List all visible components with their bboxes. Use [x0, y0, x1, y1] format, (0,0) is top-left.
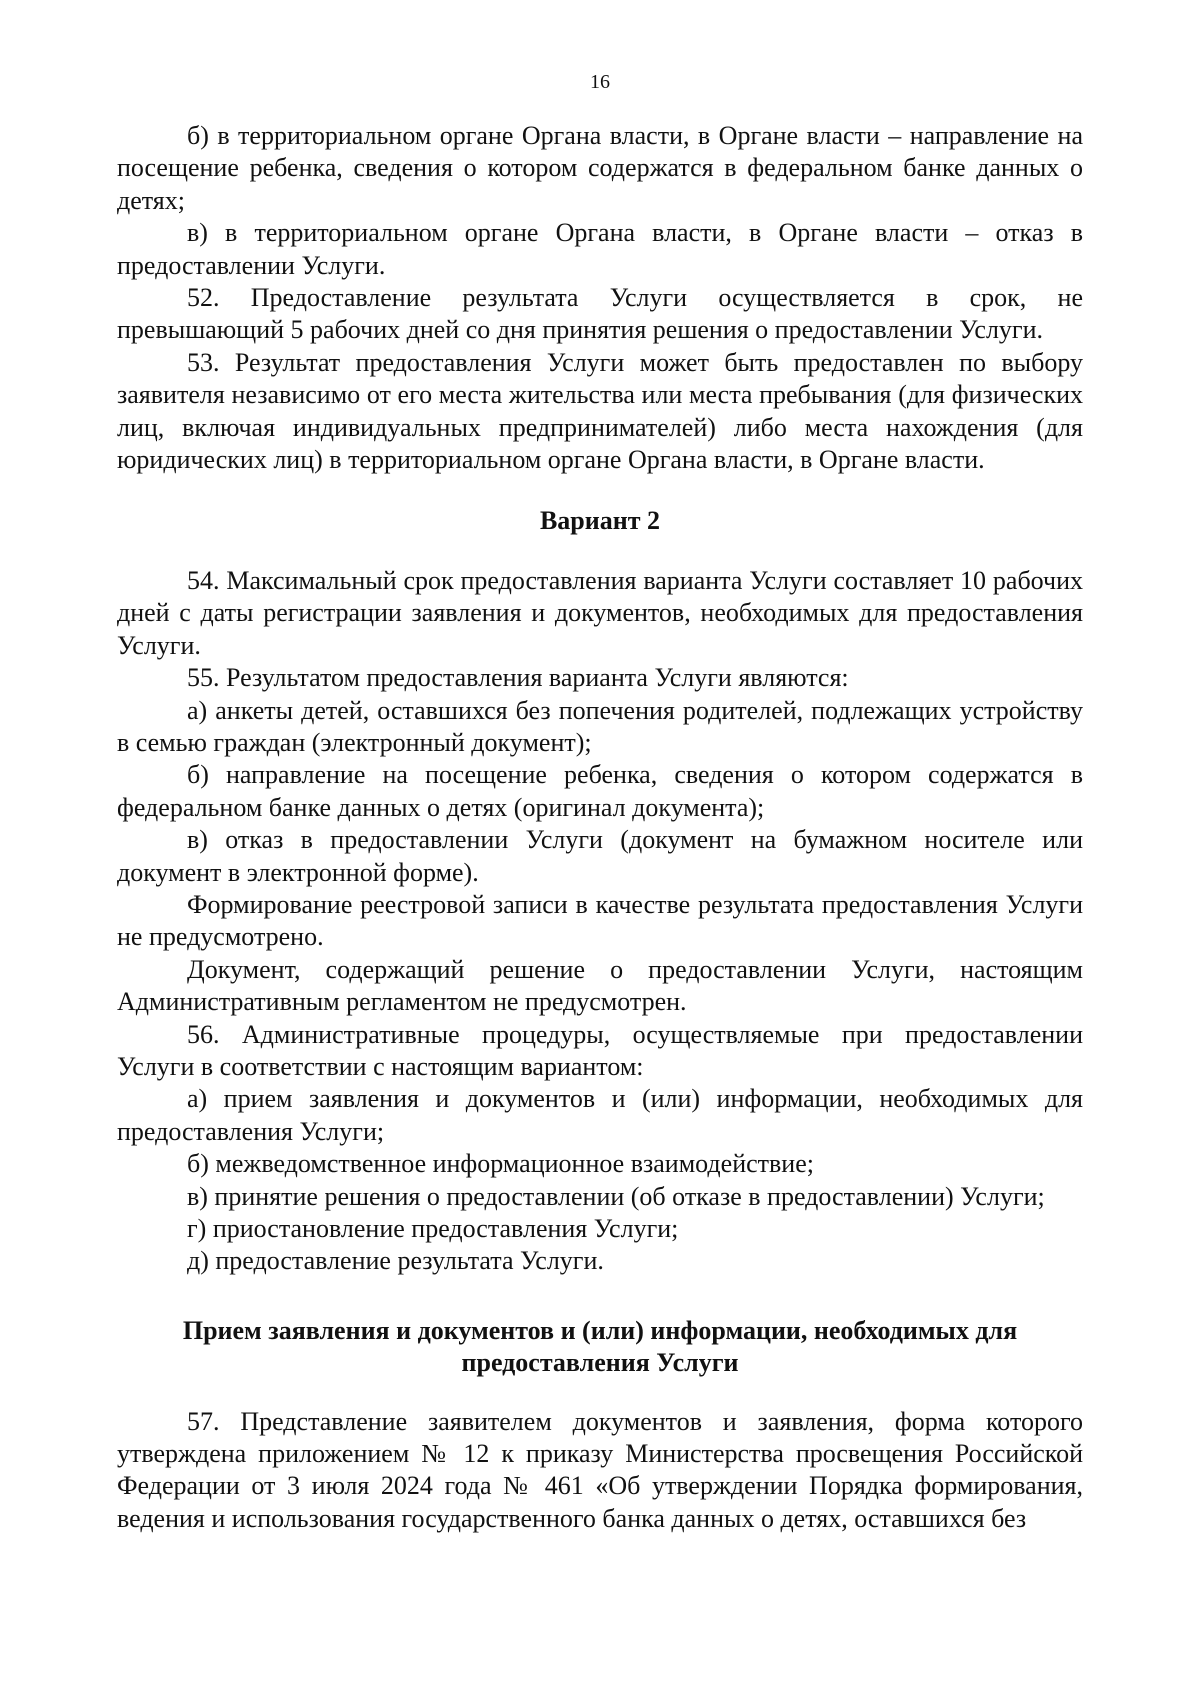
page-number: 16 [590, 71, 610, 93]
paragraph-56-b: б) межведомственное информационное взаимодействие; [187, 1149, 814, 1179]
heading-variant-2: Вариант 2 [539, 506, 661, 536]
paragraph-55: 55. Результатом предоставления варианта Услуги являются: [187, 663, 849, 693]
document-body [117, 120, 1083, 1535]
paragraph-57: 57. Представление заявителем документов и заявления, форма которого утверждена приложением № 12 к приказу Министерства просвещения Российской Федерации от 3 июля 2024 года № 461 «Об утверждении Порядка формирования, ведения и использования государственного банка данных о детях, оставшихся без [117, 1406, 1083, 1533]
paragraph-56-a: а) прием заявления и документов и (или) информации, необходимых для предоставления Услуги; [117, 1084, 1083, 1146]
paragraph-b-direction: б) в территориальном органе Органа власти, в Органе власти – направление на посещение ребенка, сведения о котором содержатся в федеральном банке данных о детях; [117, 121, 1083, 215]
paragraph-56-d: д) предоставление результата Услуги. [187, 1246, 604, 1276]
paragraph-v-refusal: в) в территориальном органе Органа власти, в Органе власти – отказ в предоставлении Услуги. [117, 218, 1083, 280]
paragraph-53: 53. Результат предоставления Услуги может быть предоставлен по выбору заявителя независимо от его места жительства или места пребывания (для физических лиц, включая индивидуальных предпринимателей) либо места нахождения (для юридических лиц) в территориальном органе Органа власти, в Органе власти. [117, 347, 1083, 475]
paragraph-52: 52. Предоставление результата Услуги осуществляется в срок, не превышающий 5 рабочих дней со дня принятия решения о предоставлении Услуги. [117, 283, 1083, 345]
paragraph-54: 54. Максимальный срок предоставления варианта Услуги составляет 10 рабочих дней с даты регистрации заявления и документов, необходимых для предоставления Услуги. [117, 565, 1083, 660]
paragraph-55-a: а) анкеты детей, оставшихся без попечения родителей, подлежащих устройству в семью граждан (электронный документ); [117, 695, 1083, 757]
paragraph-55-v: в) отказ в предоставлении Услуги (документ на бумажном носителе или документ в электронной форме). [117, 825, 1083, 887]
paragraph-56-g: г) приостановление предоставления Услуги; [187, 1214, 679, 1243]
heading-section-line-1: Прием заявления и документов и (или) информации, необходимых для [182, 1315, 1018, 1345]
paragraph-registry-record: Формирование реестровой записи в качестве результата предоставления Услуги не предусмотрено. [117, 889, 1083, 952]
paragraph-55-b: б) направление на посещение ребенка, сведения о котором содержатся в федеральном банке данных о детях (оригинал документа); [117, 760, 1083, 822]
paragraph-56: 56. Административные процедуры, осуществляемые при предоставлении Услуги в соответствии с настоящим вариантом: [117, 1019, 1083, 1081]
paragraph-decision-document: Документ, содержащий решение о предоставлении Услуги, настоящим Административным регламентом не предусмотрен. [117, 954, 1083, 1017]
heading-section-line-2: предоставления Услуги [461, 1348, 739, 1378]
paragraph-56-v: в) принятие решения о предоставлении (об отказе в предоставлении) Услуги; [187, 1181, 1045, 1211]
heading-section-intake [117, 1315, 1083, 1380]
